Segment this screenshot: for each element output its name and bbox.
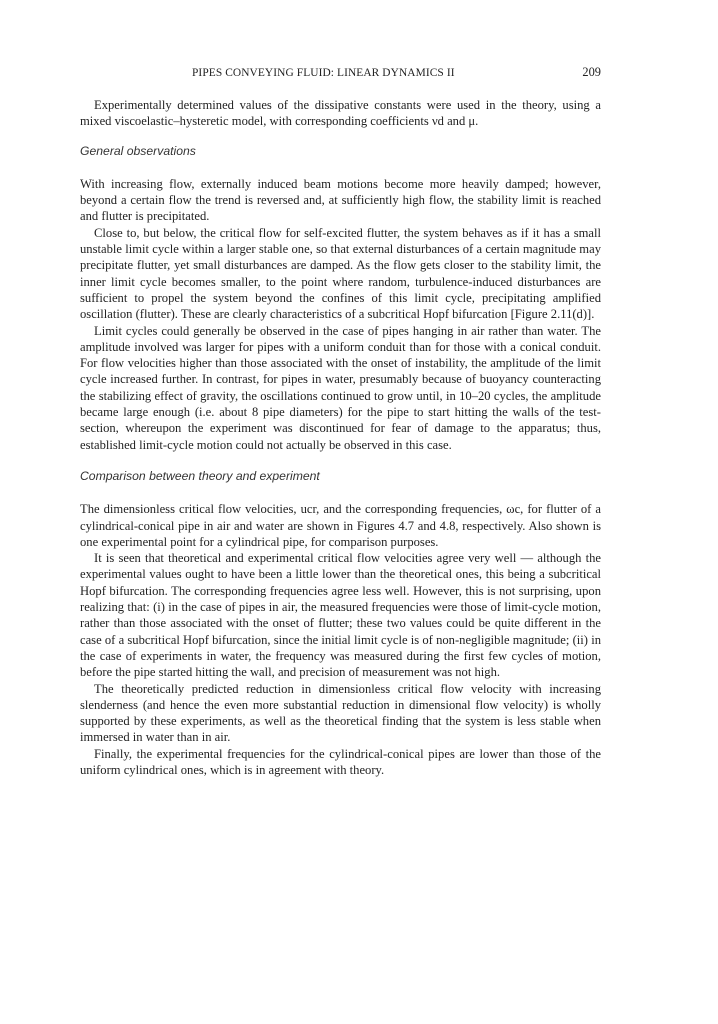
paragraph: Close to, but below, the critical flow for self-excited flutter, the system behaves as if it has a small unstable limit cycle within a larger stable one, so that external disturbances of a certain magnitude may precipitate flutter, yet small disturbances are damped. As the flow gets closer to the stability limit, the inner limit cycle becomes smaller, to the point where random, turbulence-induced disturbances are sufficient to propel the system beyond the confines of this limit cycle, precipitating amplified oscillation (flutter). These are clearly characteristics of a subcritical Hopf bifurcation [Figure 2.11(d)]. bbox=[80, 225, 601, 322]
paragraph: With increasing flow, externally induced beam motions become more heavily damped; however, beyond a certain flow the trend is reversed and, at sufficiently high flow, the stability limit is reached and flutter is precipitated. bbox=[80, 176, 601, 224]
paragraph: The theoretically predicted reduction in dimensionless critical flow velocity with increasing slenderness (and hence the even more substantial reduction in dimensional flow velocity) is wholly supported by these experiments, as well as the theoretical finding that the system is less stable when immersed in water than in air. bbox=[80, 681, 601, 745]
paragraph: Limit cycles could generally be observed in the case of pipes hanging in air rather than water. The amplitude involved was larger for pipes with a uniform conduit than for those with a conical conduit. For flow velocities higher than those associated with the onset of instability, the amplitude of the limit cycle increased further. In contrast, for pipes in water, presumably because of buoyancy counteracting the stabilizing effect of gravity, the oscillations continued to grow until, in 10–20 cycles, the amplitude became large enough (i.e. about 8 pipe diameters) for the pipe to start hitting the walls of the test-section, whereupon the experiment was discontinued for fear of damage to the apparatus; thus, established limit-cycle motion could not actually be observed in this case. bbox=[80, 323, 601, 452]
paragraph: Finally, the experimental frequencies for the cylindrical-conical pipes are lower than those of the uniform cylindrical ones, which is in agreement with theory. bbox=[80, 746, 601, 777]
paragraph: The dimensionless critical flow velocities, ucr, and the corresponding frequencies, ωc, for flutter of a cylindrical-conical pipe in air and water are shown in Figures 4.7 and 4.8, respectively. Also shown is one experimental point for a cylindrical pipe, for comparison purposes. bbox=[80, 502, 601, 549]
page-header bbox=[80, 62, 601, 80]
section-heading-general: General observations bbox=[80, 143, 196, 158]
book-page bbox=[80, 62, 601, 778]
intro-paragraph: Experimentally determined values of the dissipative constants were used in the theory, using a mixed viscoelastic–hysteretic model, with corresponding coefficients νd and μ. bbox=[80, 98, 601, 129]
page-number: 209 bbox=[582, 65, 601, 79]
paragraph: It is seen that theoretical and experimental critical flow velocities agree very well — although the experimental values ought to have been a little lower than the theoretical ones, this being a subcritical Hopf bifurcation. The corresponding frequencies agree less well. However, this is not surprising, upon realizing that: (i) in the case of pipes in air, the measured frequencies were those of limit-cycle motion, rather than those associated with the onset of flutter; these two values could be quite different in the case of a subcritical Hopf bifurcation, since the initial limit cycle is of non-negligible magnitude; (ii) in the case of experiments in water, the frequency was measured during the first few cycles of motion, before the pipe started hitting the wall, and precision of measurement was not high. bbox=[80, 551, 601, 680]
section-heading-comparison: Comparison between theory and experiment bbox=[80, 468, 320, 483]
running-head: PIPES CONVEYING FLUID: LINEAR DYNAMICS II bbox=[192, 67, 455, 79]
